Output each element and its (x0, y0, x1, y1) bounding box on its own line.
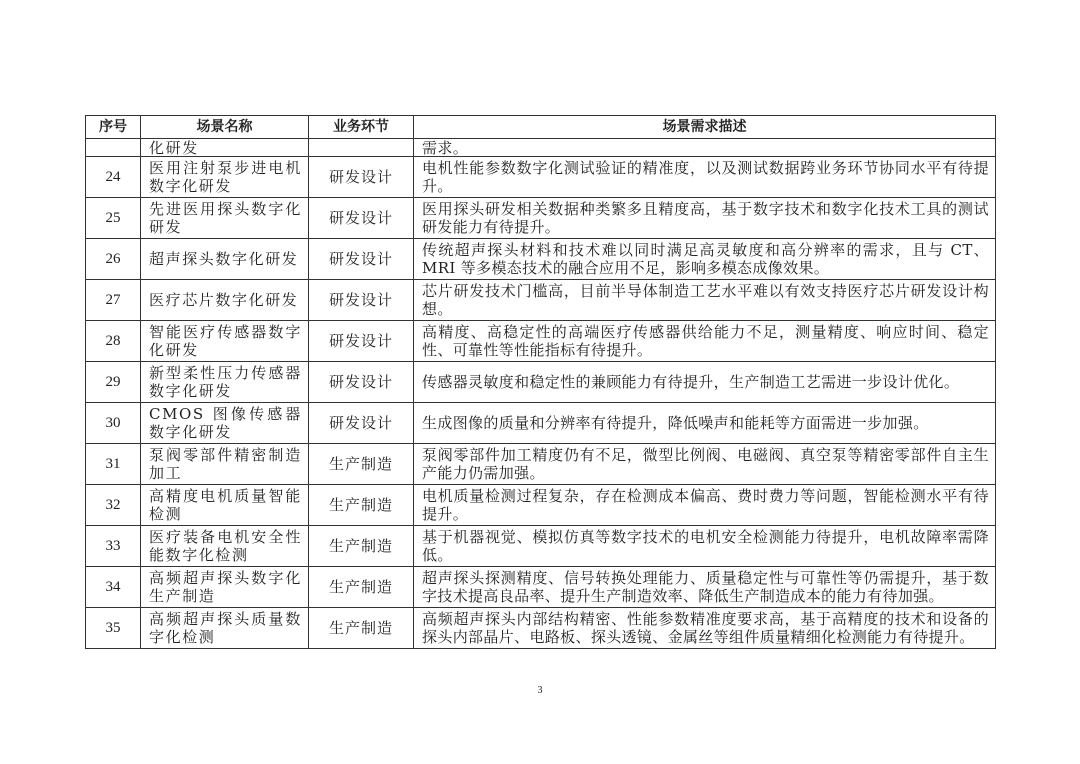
row-no: 31 (86, 444, 141, 485)
row-no: 29 (86, 362, 141, 403)
row-name: 智能医疗传感器数字化研发 (141, 321, 309, 362)
row-stage: 研发设计 (309, 321, 414, 362)
row-stage: 研发设计 (309, 403, 414, 444)
table-row (86, 157, 996, 198)
row-name: 高频超声探头数字化生产制造 (141, 567, 309, 608)
table-row (86, 567, 996, 608)
row-name: 医疗芯片数字化研发 (141, 280, 309, 321)
row-no: 35 (86, 608, 141, 649)
row-no: 33 (86, 526, 141, 567)
row-stage: 生产制造 (309, 608, 414, 649)
row-name: 先进医用探头数字化研发 (141, 198, 309, 239)
header-stage: 业务环节 (309, 116, 414, 139)
row-desc: 传统超声探头材料和技术难以同时满足高灵敏度和高分辨率的需求，且与 CT、MRI 等多模态技术的融合应用不足，影响多模态成像效果。 (414, 239, 996, 280)
row-desc: 泵阀零部件加工精度仍有不足，微型比例阀、电磁阀、真空泵等精密零部件自主生产能力仍需加强。 (414, 444, 996, 485)
table-row (86, 526, 996, 567)
header-no: 序号 (86, 116, 141, 139)
row-stage (309, 139, 414, 157)
row-stage: 研发设计 (309, 239, 414, 280)
row-no: 26 (86, 239, 141, 280)
header-name: 场景名称 (141, 116, 309, 139)
row-stage: 研发设计 (309, 280, 414, 321)
scenario-table (85, 115, 996, 649)
table-row (86, 239, 996, 280)
row-desc: 医用探头研发相关数据种类繁多且精度高，基于数字技术和数字化技术工具的测试研发能力有待提升。 (414, 198, 996, 239)
table-header-row (86, 116, 996, 139)
table-row-continuation (86, 139, 996, 157)
row-name: 医用注射泵步进电机数字化研发 (141, 157, 309, 198)
row-no: 24 (86, 157, 141, 198)
row-desc: 电机质量检测过程复杂，存在检测成本偏高、费时费力等问题，智能检测水平有待提升。 (414, 485, 996, 526)
row-desc: 电机性能参数数字化测试验证的精准度，以及测试数据跨业务环节协同水平有待提升。 (414, 157, 996, 198)
row-stage: 生产制造 (309, 526, 414, 567)
row-name: CMOS 图像传感器数字化研发 (141, 403, 309, 444)
row-no (86, 139, 141, 157)
row-stage: 研发设计 (309, 157, 414, 198)
row-stage: 生产制造 (309, 444, 414, 485)
row-stage: 研发设计 (309, 198, 414, 239)
row-desc: 传感器灵敏度和稳定性的兼顾能力有待提升，生产制造工艺需进一步设计优化。 (414, 362, 996, 403)
table-row (86, 362, 996, 403)
row-desc: 高频超声探头内部结构精密、性能参数精准度要求高，基于高精度的技术和设备的探头内部晶片、电路板、探头透镜、金属丝等组件质量精细化检测能力有待提升。 (414, 608, 996, 649)
table-row (86, 608, 996, 649)
row-desc: 高精度、高稳定性的高端医疗传感器供给能力不足，测量精度、响应时间、稳定性、可靠性等性能指标有待提升。 (414, 321, 996, 362)
row-name: 化研发 (141, 139, 309, 157)
table-row (86, 485, 996, 526)
header-desc: 场景需求描述 (414, 116, 996, 139)
row-name: 泵阀零部件精密制造加工 (141, 444, 309, 485)
row-no: 28 (86, 321, 141, 362)
row-stage: 生产制造 (309, 567, 414, 608)
table-row (86, 403, 996, 444)
row-no: 25 (86, 198, 141, 239)
row-stage: 生产制造 (309, 485, 414, 526)
row-stage: 研发设计 (309, 362, 414, 403)
row-no: 27 (86, 280, 141, 321)
row-desc: 基于机器视觉、模拟仿真等数字技术的电机安全检测能力待提升，电机故障率需降低。 (414, 526, 996, 567)
table-row (86, 444, 996, 485)
table-row (86, 321, 996, 362)
row-name: 超声探头数字化研发 (141, 239, 309, 280)
row-desc: 超声探头探测精度、信号转换处理能力、质量稳定性与可靠性等仍需提升，基于数字技术提高良品率、提升生产制造效率、降低生产制造成本的能力有待加强。 (414, 567, 996, 608)
row-no: 30 (86, 403, 141, 444)
row-name: 新型柔性压力传感器数字化研发 (141, 362, 309, 403)
row-name: 高频超声探头质量数字化检测 (141, 608, 309, 649)
row-no: 34 (86, 567, 141, 608)
row-desc: 生成图像的质量和分辨率有待提升，降低噪声和能耗等方面需进一步加强。 (414, 403, 996, 444)
row-desc: 芯片研发技术门槛高，目前半导体制造工艺水平难以有效支持医疗芯片研发设计构想。 (414, 280, 996, 321)
row-name: 医疗装备电机安全性能数字化检测 (141, 526, 309, 567)
table-row (86, 280, 996, 321)
row-desc: 需求。 (414, 139, 996, 157)
row-no: 32 (86, 485, 141, 526)
page-number: 3 (537, 685, 543, 696)
table-row (86, 198, 996, 239)
row-name: 高精度电机质量智能检测 (141, 485, 309, 526)
